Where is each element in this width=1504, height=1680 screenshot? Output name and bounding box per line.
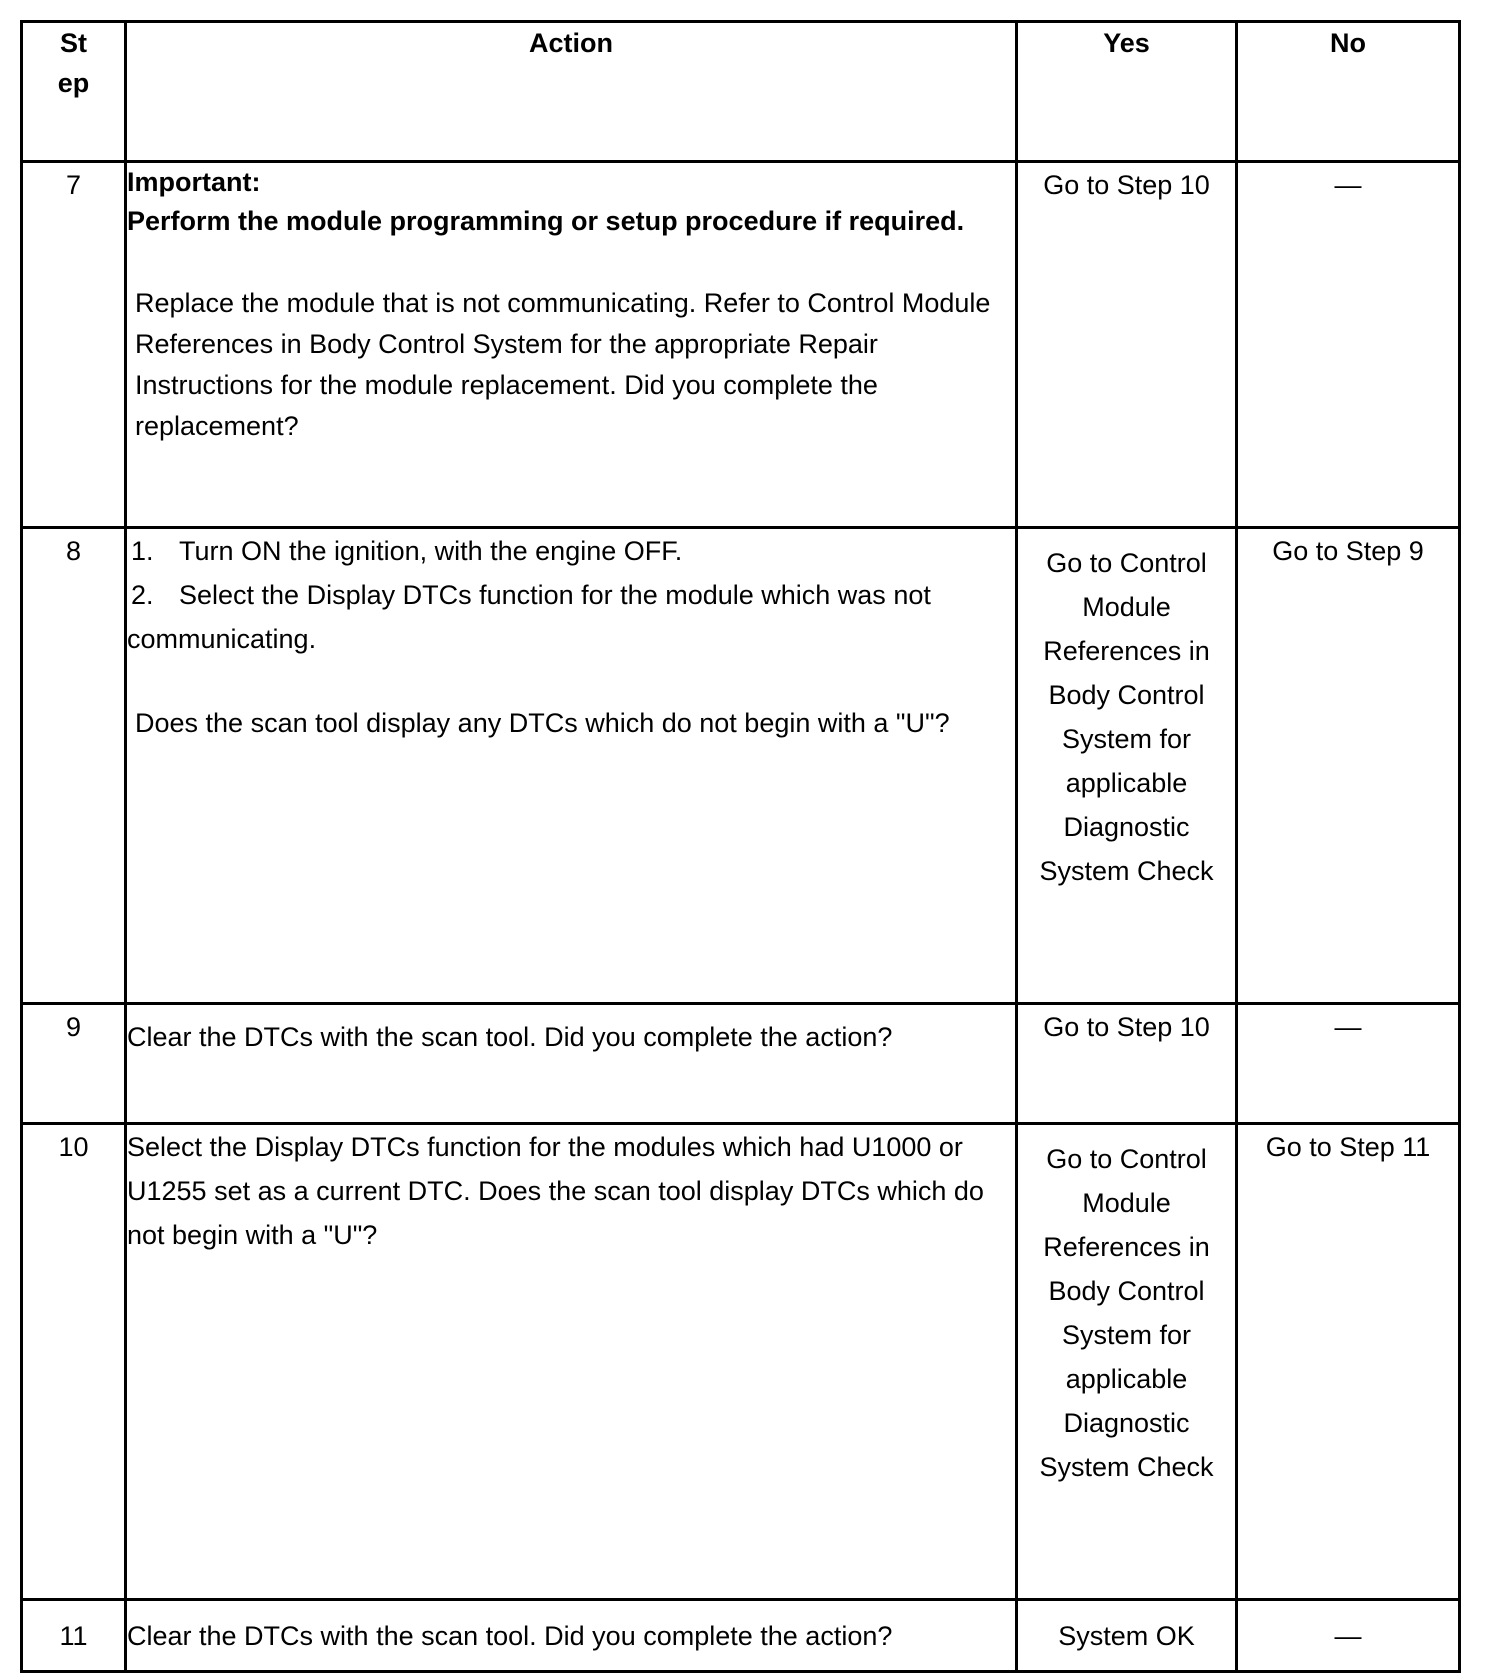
important-label: Important: bbox=[127, 167, 261, 197]
action-cell: Select the Display DTCs function for the modules which had U1000 or U1255 set as a current DTC. Does the scan tool display DTCs which do not begin with a "U"? bbox=[126, 1124, 1017, 1600]
list-item: 2. Select the Display DTCs function for the module which was not communicating. bbox=[127, 580, 931, 654]
important-note bbox=[127, 163, 1015, 241]
table-row bbox=[22, 528, 1460, 1004]
header-yes: Yes bbox=[1017, 22, 1237, 162]
no-cell: — bbox=[1237, 1004, 1460, 1124]
action-cell bbox=[126, 528, 1017, 1004]
header-no: No bbox=[1237, 22, 1460, 162]
list-item: 1. Turn ON the ignition, with the engine OFF. bbox=[131, 536, 683, 566]
header-step: St ep bbox=[22, 22, 126, 162]
action-cell bbox=[126, 162, 1017, 528]
step-number: 8 bbox=[22, 528, 126, 1004]
no-cell: Go to Step 11 bbox=[1237, 1124, 1460, 1600]
header-action: Action bbox=[126, 22, 1017, 162]
no-cell: — bbox=[1237, 162, 1460, 528]
table-row bbox=[22, 162, 1460, 528]
step-number: 11 bbox=[22, 1600, 126, 1672]
action-cell: Clear the DTCs with the scan tool. Did you complete the action? bbox=[126, 1600, 1017, 1672]
step-number: 10 bbox=[22, 1124, 126, 1600]
action-question: Does the scan tool display any DTCs which do not begin with a "U"? bbox=[135, 708, 950, 738]
table-row bbox=[22, 1124, 1460, 1600]
yes-cell: Go to Step 10 bbox=[1017, 162, 1237, 528]
action-cell: Clear the DTCs with the scan tool. Did you complete the action? bbox=[126, 1004, 1017, 1124]
no-cell: Go to Step 9 bbox=[1237, 528, 1460, 1004]
step-number: 7 bbox=[22, 162, 126, 528]
action-text: Replace the module that is not communicating. Refer to Control Module References in Body Control System for the appropriate Repair Instructions for the module replacement. Did you complete the replacement? bbox=[135, 288, 991, 441]
important-text: Perform the module programming or setup procedure if required. bbox=[127, 206, 965, 236]
yes-cell: Go to Control Module References in Body Control System for applicable Diagnostic System Check bbox=[1017, 528, 1237, 1004]
action-steps-list bbox=[127, 529, 1015, 661]
yes-cell: Go to Control Module References in Body Control System for applicable Diagnostic System Check bbox=[1017, 1124, 1237, 1600]
table-row bbox=[22, 1600, 1460, 1672]
yes-cell: Go to Step 10 bbox=[1017, 1004, 1237, 1124]
no-cell: — bbox=[1237, 1600, 1460, 1672]
header-row bbox=[22, 22, 1460, 162]
diagnostic-table bbox=[20, 20, 1461, 1673]
table-row bbox=[22, 1004, 1460, 1124]
step-number: 9 bbox=[22, 1004, 126, 1124]
yes-cell: System OK bbox=[1017, 1600, 1237, 1672]
